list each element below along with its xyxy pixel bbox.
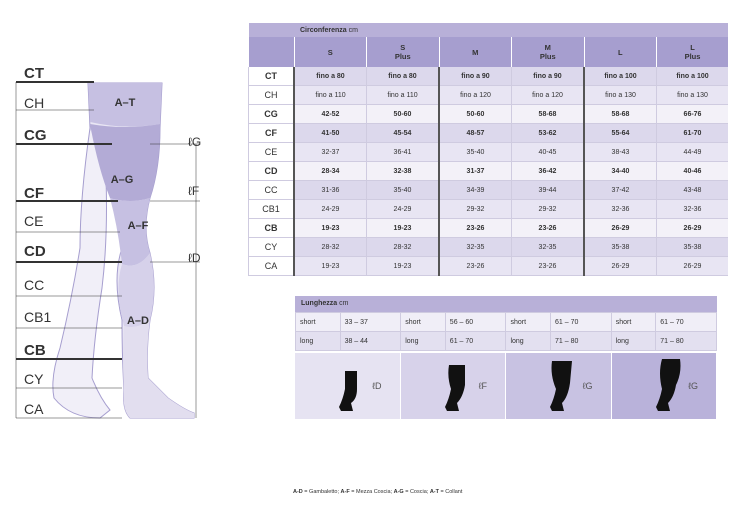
table-cell: 32-35	[439, 238, 512, 257]
table-cell: 24-29	[294, 200, 367, 219]
table-cell: 35-40	[367, 181, 440, 200]
table-cell: 35-40	[439, 143, 512, 162]
table-cell: 31-36	[294, 181, 367, 200]
legend-code: A-F	[340, 489, 350, 495]
row-label: CB1	[249, 200, 295, 219]
table-cell: fino a 110	[367, 86, 440, 105]
table-cell: fino a 130	[584, 86, 657, 105]
legend-code: A-G	[393, 489, 404, 495]
row-label: CA	[249, 257, 295, 276]
row-label: CT	[249, 67, 295, 86]
length-row	[296, 313, 717, 332]
table-cell: 28-32	[294, 238, 367, 257]
table-cell: 26-29	[584, 257, 657, 276]
table-cell: 35-38	[584, 238, 657, 257]
legend-desc: = Coscia;	[403, 489, 430, 495]
measure-label-cd: CD	[24, 243, 46, 260]
length-cell: 71 – 80	[656, 332, 717, 351]
table-cell: 36-41	[367, 143, 440, 162]
length-picture-label: ℓG	[688, 381, 698, 391]
table-cell: fino a 110	[294, 86, 367, 105]
table-cell: 66-76	[657, 105, 729, 124]
table-cell: 37-42	[584, 181, 657, 200]
zone-label-at: A–T	[114, 97, 136, 109]
table-row	[249, 162, 729, 181]
table-cell: fino a 100	[584, 67, 657, 86]
length-cell: 61 – 70	[445, 332, 506, 351]
size-header-1: S Plus	[367, 37, 440, 67]
table-cell: 23-26	[512, 219, 585, 238]
table-cell: 34-39	[439, 181, 512, 200]
size-header-0: S	[294, 37, 367, 67]
size-header-4: L	[584, 37, 657, 67]
measure-label-cf: CF	[24, 185, 44, 202]
zone-label-ad: A–D	[126, 315, 150, 327]
table-cell: 58-68	[584, 105, 657, 124]
table-row	[249, 238, 729, 257]
size-header-5: L Plus	[657, 37, 729, 67]
stocking-leg-icon	[506, 353, 611, 419]
table-cell: fino a 80	[294, 67, 367, 86]
legend-code: A-T	[429, 489, 439, 495]
length-mark-ld: ℓD	[188, 251, 201, 265]
length-mark-lg: ℓG	[188, 135, 202, 149]
length-cell: short	[401, 313, 446, 332]
table-cell: 26-29	[657, 219, 729, 238]
table-cell: fino a 90	[439, 67, 512, 86]
table-cell: 38-43	[584, 143, 657, 162]
table-cell: 42-52	[294, 105, 367, 124]
length-cell: long	[401, 332, 446, 351]
table-cell: 32-36	[584, 200, 657, 219]
length-cell: long	[296, 332, 341, 351]
table-cell: 36-42	[512, 162, 585, 181]
legend-desc: = Gambaletto;	[302, 489, 341, 495]
table-cell: 31-37	[439, 162, 512, 181]
length-cell: short	[506, 313, 551, 332]
leg-illustration	[53, 83, 194, 418]
table-cell: 34-40	[584, 162, 657, 181]
table-row	[249, 86, 729, 105]
circumference-title: Circonferenza cm	[294, 23, 728, 37]
measure-label-ca: CA	[24, 401, 44, 417]
length-cell: 71 – 80	[551, 332, 612, 351]
table-cell: 61-70	[657, 124, 729, 143]
stocking-leg-icon	[295, 353, 400, 419]
table-row	[249, 105, 729, 124]
table-cell: fino a 130	[657, 86, 729, 105]
length-picture-2	[506, 353, 612, 419]
length-cell: short	[611, 313, 656, 332]
table-cell: 40-46	[657, 162, 729, 181]
zone-label-ag: A–G	[110, 174, 134, 186]
table-row	[249, 257, 729, 276]
length-cell: 38 – 44	[340, 332, 401, 351]
table-cell: 28-34	[294, 162, 367, 181]
table-cell: 41-50	[294, 124, 367, 143]
length-cell: 56 – 60	[445, 313, 506, 332]
measure-label-ce: CE	[24, 213, 44, 229]
table-cell: 29-32	[439, 200, 512, 219]
row-label: CE	[249, 143, 295, 162]
row-label: CH	[249, 86, 295, 105]
table-cell: 43-48	[657, 181, 729, 200]
length-picture-label: ℓD	[372, 381, 382, 391]
table-row	[249, 124, 729, 143]
length-cell: long	[506, 332, 551, 351]
table-cell: 23-26	[512, 257, 585, 276]
table-cell: 24-29	[367, 200, 440, 219]
table-cell: 39-44	[512, 181, 585, 200]
leg-measurement-diagram	[10, 58, 232, 430]
length-picture-label: ℓF	[478, 381, 487, 391]
row-label: CD	[249, 162, 295, 181]
table-cell: 32-35	[512, 238, 585, 257]
length-picture-0	[295, 353, 401, 419]
table-cell: 58-68	[512, 105, 585, 124]
table-cell: 32-36	[657, 200, 729, 219]
stocking-leg-icon	[612, 353, 717, 419]
measure-label-cc: CC	[24, 277, 45, 293]
measure-label-ch: CH	[24, 95, 45, 111]
size-header-2: M	[439, 37, 512, 67]
table-cell: 32-37	[294, 143, 367, 162]
length-cell: 33 – 37	[340, 313, 401, 332]
table-row	[249, 219, 729, 238]
row-label: CG	[249, 105, 295, 124]
length-cell: 61 – 70	[551, 313, 612, 332]
table-cell: 44-49	[657, 143, 729, 162]
table-row	[249, 143, 729, 162]
table-cell: fino a 100	[657, 67, 729, 86]
legend-desc: = Mezza Coscia;	[349, 489, 394, 495]
table-cell: fino a 90	[512, 67, 585, 86]
zone-label-af: A–F	[127, 220, 149, 232]
table-cell: 19-23	[294, 219, 367, 238]
circumference-table	[248, 23, 728, 276]
length-picture-3	[612, 353, 718, 419]
length-picture-1	[401, 353, 507, 419]
row-label: CF	[249, 124, 295, 143]
legend-code: A-D	[293, 489, 303, 495]
table-cell: 19-23	[294, 257, 367, 276]
table-cell: fino a 120	[439, 86, 512, 105]
length-cell: long	[611, 332, 656, 351]
length-picture-label: ℓG	[582, 381, 593, 391]
table-cell: fino a 80	[367, 67, 440, 86]
table-row	[249, 181, 729, 200]
row-label: CC	[249, 181, 295, 200]
table-cell: 48-57	[439, 124, 512, 143]
measure-label-cg: CG	[24, 127, 47, 144]
legend-desc: = Collant	[439, 489, 463, 495]
length-title: Lunghezza cm	[295, 296, 717, 312]
row-label: CY	[249, 238, 295, 257]
length-row	[296, 332, 717, 351]
table-cell: 40-45	[512, 143, 585, 162]
table-cell: 50-60	[367, 105, 440, 124]
measure-label-cb1: CB1	[24, 309, 52, 325]
measure-label-ct: CT	[24, 65, 44, 82]
table-cell: 45-54	[367, 124, 440, 143]
measure-label-cb: CB	[24, 342, 46, 359]
table-cell: 29-32	[512, 200, 585, 219]
table-cell: 50-60	[439, 105, 512, 124]
table-cell: 53-62	[512, 124, 585, 143]
table-cell: 35-38	[657, 238, 729, 257]
length-cell: short	[296, 313, 341, 332]
table-cell: 23-26	[439, 219, 512, 238]
table-cell: 26-29	[584, 219, 657, 238]
table-cell: 19-23	[367, 257, 440, 276]
table-cell: fino a 120	[512, 86, 585, 105]
table-cell: 19-23	[367, 219, 440, 238]
table-row	[249, 200, 729, 219]
stocking-leg-icon	[401, 353, 506, 419]
measure-labels	[24, 65, 51, 417]
table-cell: 23-26	[439, 257, 512, 276]
measure-label-cy: CY	[24, 371, 44, 387]
length-table	[295, 296, 717, 419]
size-header-3: M Plus	[512, 37, 585, 67]
table-cell: 32-38	[367, 162, 440, 181]
table-row	[249, 67, 729, 86]
length-mark-lf: ℓF	[188, 184, 200, 198]
table-cell: 55-64	[584, 124, 657, 143]
table-cell: 26-29	[657, 257, 729, 276]
abbreviation-legend	[293, 489, 462, 495]
row-label: CB	[249, 219, 295, 238]
length-cell: 61 – 70	[656, 313, 717, 332]
table-cell: 28-32	[367, 238, 440, 257]
